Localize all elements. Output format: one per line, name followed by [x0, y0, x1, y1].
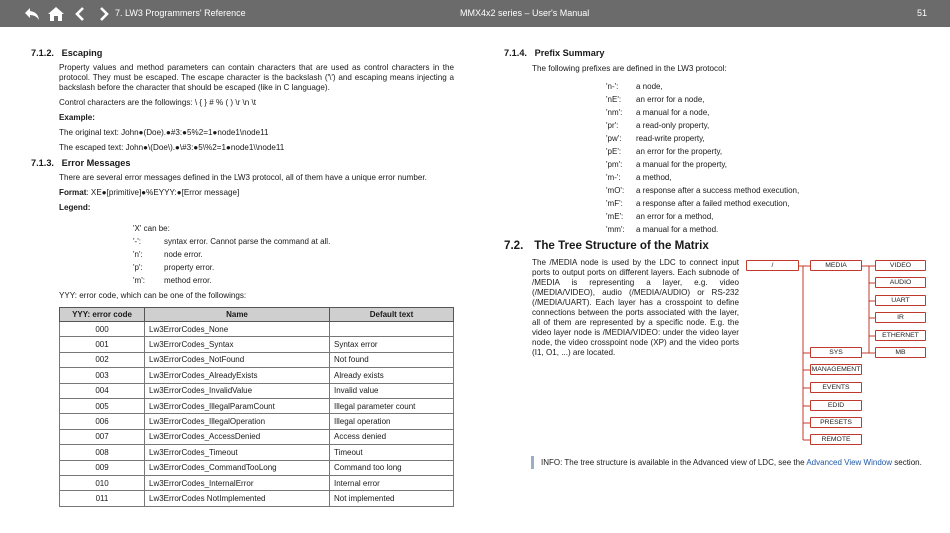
section-title: The Tree Structure of the Matrix — [534, 239, 709, 252]
prefix-key: 'nm': — [606, 108, 623, 117]
default-text-cell: Not implemented — [330, 491, 454, 506]
section-number: 7.1.3. — [31, 158, 54, 168]
prefix-desc: an error for a node, — [636, 95, 705, 104]
section-number: 7.1.4. — [504, 48, 527, 58]
error-type-desc: syntax error. Cannot parse the command at all. — [164, 237, 331, 246]
top-navigation-bar — [0, 0, 950, 27]
table-row — [60, 368, 454, 383]
default-text-cell: Syntax error — [330, 337, 454, 352]
prefix-key: 'nE': — [606, 95, 622, 104]
prefix-desc: a manual for a method. — [636, 225, 719, 234]
error-code-cell: 010 — [60, 475, 145, 490]
prefix-desc: a method, — [636, 173, 672, 182]
format-label: Format — [59, 188, 87, 197]
table-row — [60, 414, 454, 429]
section-heading-escaping — [31, 48, 102, 58]
default-text-cell: Invalid value — [330, 383, 454, 398]
prefix-desc: a response after a success method execution, — [636, 186, 800, 195]
error-name-cell: Lw3ErrorCodes_IllegalOperation — [145, 414, 330, 429]
tree-node-events: EVENTS — [810, 382, 862, 393]
info-text-after: section. — [892, 458, 922, 467]
default-text-cell: Illegal parameter count — [330, 398, 454, 413]
prefix-key: 'mE': — [606, 212, 624, 221]
tree-node-video: VIDEO — [875, 260, 926, 271]
navigation-icons — [22, 4, 113, 23]
error-type-key: 'n': — [133, 250, 143, 259]
prefix-desc: a manual for a node, — [636, 108, 710, 117]
section-title: Escaping — [61, 48, 103, 58]
default-text-cell — [330, 322, 454, 337]
tree-node-uart: UART — [875, 295, 926, 306]
prefix-key: 'mm': — [606, 225, 625, 234]
error-type-key: 'm': — [133, 276, 145, 285]
tree-node-edid: EDID — [810, 400, 862, 411]
table-row — [60, 491, 454, 506]
table-row — [60, 352, 454, 367]
default-text-cell: Already exists — [330, 368, 454, 383]
error-type-key: 'p': — [133, 263, 143, 272]
prefix-key: 'pE': — [606, 147, 622, 156]
prefix-intro: The following prefixes are defined in the LW3 protocol: — [532, 64, 727, 73]
table-row — [60, 322, 454, 337]
tree-node-sys: SYS — [810, 347, 862, 358]
prefix-desc: an error for the property, — [636, 147, 723, 156]
prefix-desc: a response after a failed method execution, — [636, 199, 790, 208]
error-code-cell: 005 — [60, 398, 145, 413]
tree-node-audio: AUDIO — [875, 277, 926, 288]
control-characters-text: Control characters are the followings: \ { } # % ( ) \r \n \t — [59, 98, 257, 107]
error-code-cell: 011 — [60, 491, 145, 506]
tree-node-ethernet: ETHERNET — [875, 330, 926, 341]
error-code-table — [59, 307, 454, 507]
section-heading-prefix-summary — [504, 48, 605, 58]
info-text-before: INFO: The tree structure is available in the Advanced view of LDC, see the — [541, 458, 807, 467]
table-row — [60, 337, 454, 352]
error-name-cell: Lw3ErrorCodes_CommandTooLong — [145, 460, 330, 475]
error-code-cell: 009 — [60, 460, 145, 475]
advanced-view-window-link[interactable]: Advanced View Window — [806, 458, 893, 467]
table-row — [60, 398, 454, 413]
error-intro: There are several error messages defined in the LW3 protocol, all of them have a unique error number. — [59, 173, 427, 182]
prefix-key: 'pw': — [606, 134, 622, 143]
error-name-cell: Lw3ErrorCodes_NotFound — [145, 352, 330, 367]
tree-paragraph: The /MEDIA node is used by the LDC to connect input ports to output ports on different layers. Each subnode of /MEDIA is representing a layer, e.g. video (/MEDIA/VIDEO), audio (/MEDIA/AUDIO) or RS-232 (/MEDIA/UART). Each layer has a crosspoint to define connections between the ports associated with the layer, all of them are represented by a specific node. E.g. the video layer node is /MEDIA/VIDEO: under the video layer node, the video crosspoint node (XP) and the video ports (I1, O1, ...) are located. — [532, 258, 739, 357]
table-row — [60, 429, 454, 444]
table-row — [60, 383, 454, 398]
format-value: : XE●[primitive]●%EYYY:●[Error message] — [86, 188, 240, 197]
legend-label: Legend: — [59, 203, 91, 212]
default-text-cell: Access denied — [330, 429, 454, 444]
error-name-cell: Lw3ErrorCodes NotImplemented — [145, 491, 330, 506]
section-number: 7.2. — [504, 239, 524, 252]
prefix-key: 'm-': — [606, 173, 621, 182]
page-number: 51 — [917, 8, 928, 18]
original-text-example: The original text: John●(Doe).●#3:●5%2=1●node1\node11 — [59, 128, 269, 137]
section-heading-error-messages — [31, 158, 131, 168]
prefix-key: 'pm': — [606, 160, 623, 169]
table-row — [60, 445, 454, 460]
table-row — [60, 460, 454, 475]
previous-page-icon[interactable] — [70, 4, 89, 23]
error-name-cell: Lw3ErrorCodes_AccessDenied — [145, 429, 330, 444]
prefix-key: 'pr': — [606, 121, 619, 130]
tree-node-management: MANAGEMENT — [811, 366, 861, 373]
manual-title: MMX4x2 series – User's Manual — [460, 8, 590, 18]
error-name-cell: Lw3ErrorCodes_IllegalParamCount — [145, 398, 330, 413]
tree-node-media: MEDIA — [810, 260, 862, 271]
back-icon[interactable] — [22, 4, 41, 23]
tree-node-root: / — [746, 260, 799, 271]
tree-node-ir: IR — [875, 312, 926, 323]
error-name-cell: Lw3ErrorCodes_Syntax — [145, 337, 330, 352]
error-name-cell: Lw3ErrorCodes_InvalidValue — [145, 383, 330, 398]
home-icon[interactable] — [46, 4, 65, 23]
error-code-cell: 000 — [60, 322, 145, 337]
default-text-cell: Not found — [330, 352, 454, 367]
section-title: Prefix Summary — [534, 48, 605, 58]
next-page-icon[interactable] — [94, 4, 113, 23]
prefix-key: 'mF': — [606, 199, 623, 208]
escaping-paragraph: Property values and method parameters can contain characters that are used as control characters in the protocol. They must be escaped. The escape character is the backslash ('\') and escaping means injecting a backslash before the character that should be escaped (like in C language). — [59, 63, 454, 92]
error-name-cell: Lw3ErrorCodes_None — [145, 322, 330, 337]
default-text-cell: Command too long — [330, 460, 454, 475]
error-name-cell: Lw3ErrorCodes_InternalError — [145, 475, 330, 490]
prefix-desc: a read-only property, — [636, 121, 710, 130]
prefix-desc: a node, — [636, 82, 663, 91]
error-code-cell: 002 — [60, 352, 145, 367]
column-header: Name — [145, 308, 330, 322]
error-type-key: '-': — [133, 237, 141, 246]
example-label: Example: — [59, 113, 95, 122]
default-text-cell: Internal error — [330, 475, 454, 490]
error-code-cell: 008 — [60, 445, 145, 460]
section-title: Error Messages — [61, 158, 131, 168]
table-header-row — [60, 308, 454, 322]
format-line — [59, 188, 239, 198]
error-type-desc: node error. — [164, 250, 203, 259]
default-text-cell: Timeout — [330, 445, 454, 460]
tree-node-presets: PRESETS — [810, 417, 862, 428]
info-text — [541, 458, 922, 467]
column-header: YYY: error code — [60, 308, 145, 322]
yyy-description: YYY: error code, which can be one of the followings: — [59, 291, 247, 300]
error-code-cell: 003 — [60, 368, 145, 383]
prefix-key: 'mO': — [606, 186, 625, 195]
error-code-cell: 006 — [60, 414, 145, 429]
prefix-desc: an error for a method, — [636, 212, 714, 221]
error-type-desc: method error. — [164, 276, 212, 285]
section-number: 7.1.2. — [31, 48, 54, 58]
tree-structure-diagram — [745, 258, 935, 450]
error-type-desc: property error. — [164, 263, 215, 272]
info-bar — [531, 456, 534, 469]
prefix-desc: a manual for the property, — [636, 160, 728, 169]
error-name-cell: Lw3ErrorCodes_Timeout — [145, 445, 330, 460]
tree-node-mb: MB — [875, 347, 926, 358]
escaped-text-example: The escaped text: John●\(Doe\).●\#3:●5\%2=1●node1\\node11 — [59, 143, 285, 152]
chapter-title: 7. LW3 Programmers' Reference — [115, 8, 246, 18]
tree-node-remote: REMOTE — [810, 434, 862, 445]
error-code-cell: 001 — [60, 337, 145, 352]
x-can-be-text: 'X' can be: — [133, 224, 170, 233]
prefix-desc: read-write property, — [636, 134, 705, 143]
error-code-cell: 004 — [60, 383, 145, 398]
error-code-cell: 007 — [60, 429, 145, 444]
table-row — [60, 475, 454, 490]
prefix-key: 'n-': — [606, 82, 619, 91]
section-heading-tree-structure — [504, 239, 709, 252]
column-header: Default text — [330, 308, 454, 322]
error-name-cell: Lw3ErrorCodes_AlreadyExists — [145, 368, 330, 383]
info-note — [531, 456, 931, 469]
default-text-cell: Illegal operation — [330, 414, 454, 429]
